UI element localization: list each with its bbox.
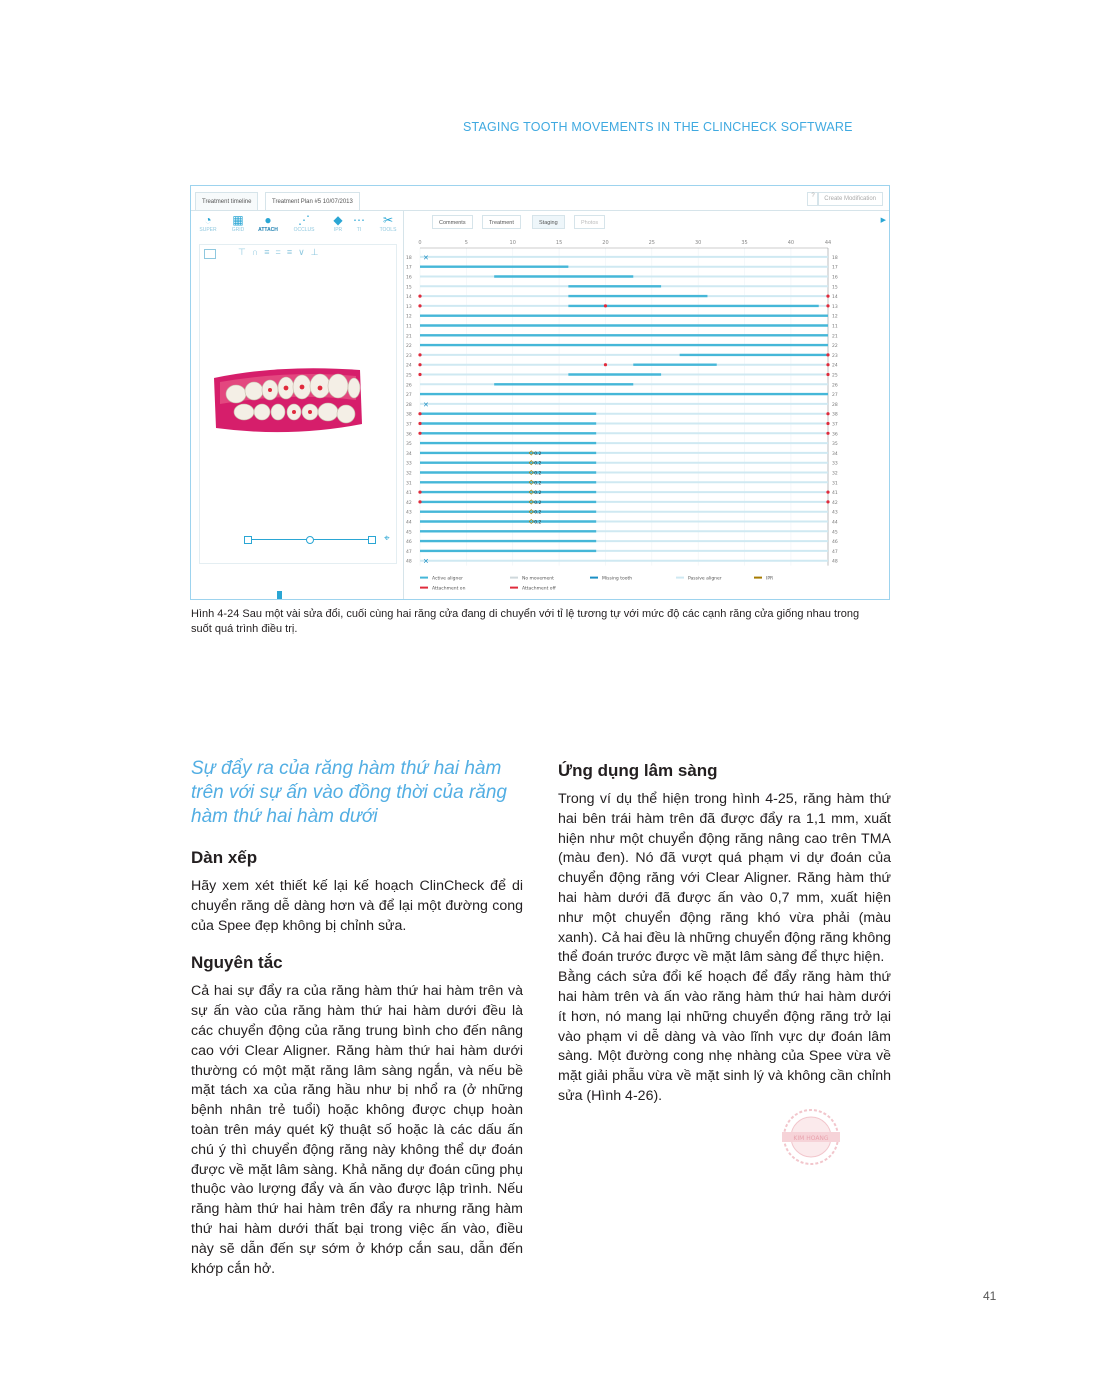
view-orientation-icons[interactable]: ⊤∩≡=≡∨⊥	[238, 247, 325, 257]
tooth-row-label-right: 32	[832, 471, 838, 477]
create-modification-button[interactable]: Create Modification	[817, 192, 883, 206]
paragraph-nguyen-tac: Cả hai sự đẩy ra của răng hàm thứ hai hàm trên và sự ấn vào của răng hàm thứ hai hàm dưới đều là các chuyển động của răng trung bình cho đến nâng cao với Clear Aligner. Răng hàm thứ hai hàm dưới thường có một mặt răng lâm sàng ngắn, và nếu bề mặt tách xa của răng hầu như bị nhổ ra (ở những bệnh nhân trẻ tuổi) hoặc không được chụp hoàn toàn trên máy quét kỹ thuật số hoặc là các dấu ấn chú ý thì chuyển động răng này không thể dự đoán được về mặt lâm sàng. Khả năng dự đoán cũng phụ thuộc vào lượng đẩy và ấn vào được lập trình. Nếu răng hàm thứ hai hàm trên đẩy ra nhưng răng hàm thứ hai hàm dưới thất bại trong việc ấn vào, điều này sẽ dẫn đến sự sớm ở khớp cắn sau, dẫn đến khớp cắn hở.	[191, 983, 523, 1277]
tooth-row-label: 25	[406, 373, 412, 379]
heading-dan-xep: Dàn xếp	[191, 848, 258, 867]
tooth-row-label-right: 14	[832, 295, 838, 301]
attachment-on-marker-end	[826, 304, 829, 307]
missing-tooth-mark: ✕	[423, 253, 429, 262]
slider-start-knob[interactable]	[244, 536, 252, 544]
tooth-row-label-right: 38	[832, 412, 838, 418]
legend-label: IPR	[766, 576, 774, 582]
ipr-value-label: 0.2	[534, 491, 542, 497]
tooth-row-label-right: 12	[832, 314, 838, 320]
attachment-on-marker	[418, 304, 421, 307]
missing-tooth-mark: ✕	[423, 400, 429, 409]
view-toggle-icon[interactable]	[204, 249, 216, 259]
tooth-row-label-right: 16	[832, 275, 838, 281]
tooth-row-label-right: 24	[832, 363, 838, 369]
ipr-tool[interactable]: ◆ IPR	[325, 213, 351, 233]
legend-label: Active aligner	[432, 576, 463, 582]
attachment-mid-marker	[604, 363, 607, 366]
tooth-row-label-right: 23	[832, 353, 838, 359]
paragraph-dan-xep: Hãy xem xét thiết kế lại kế hoạch ClinCheck để di chuyển răng dễ dàng hơn và để lại một đường cong của Spee đẹp không bị chỉnh sửa.	[191, 878, 523, 934]
attachment-on-marker-end	[826, 432, 829, 435]
dental-model-image	[210, 360, 368, 440]
ipr-icon: ◆	[333, 213, 343, 227]
tooth-row-label-right: 42	[832, 500, 838, 506]
attachment-on-marker-end	[826, 491, 829, 494]
tooth-row-label-right: 11	[832, 324, 838, 330]
legend-label: Missing tooth	[602, 576, 633, 582]
tooth-row-label-right: 31	[832, 481, 838, 487]
tooth-row-label-right: 22	[832, 344, 838, 350]
stage-tick-label: 44	[824, 240, 832, 246]
stage-tick-label: 15	[555, 240, 563, 246]
tooth-row-label-right: 25	[832, 373, 838, 379]
figure-caption: Hình 4-24 Sau một vài sửa đổi, cuối cùng hai răng cửa đang di chuyển với tỉ lệ tương tự với mức độ các cạnh răng cửa giống nhau trong suốt quá trình điều trị.	[191, 608, 860, 635]
stage-tick-label: 0	[418, 240, 422, 246]
legend-label: Attachment on	[432, 586, 466, 592]
timeline-marker[interactable]	[277, 591, 282, 599]
clincheck-figure	[190, 185, 890, 600]
tooth-row-label: 38	[406, 412, 412, 418]
expand-icon[interactable]: ▶	[880, 217, 886, 224]
tooth-row-label-right: 34	[832, 451, 838, 457]
attachment-on-marker-end	[826, 295, 829, 298]
stage-tick-label: 20	[602, 240, 609, 246]
heading-nguyen-tac: Nguyên tắc	[191, 953, 283, 973]
attachment-on-marker	[418, 412, 421, 415]
tooth-row-label-right: 47	[832, 549, 838, 555]
occlus-tool[interactable]: ⋰ OCCLUS	[291, 213, 317, 233]
super-icon: ◔	[204, 213, 212, 227]
tooth-row-label: 33	[406, 461, 412, 467]
ipr-value-label: 0.2	[534, 500, 542, 506]
page-number: 41	[983, 1289, 997, 1303]
tooth-row-label: 37	[406, 422, 412, 428]
ipr-value-label: 0.2	[534, 510, 542, 516]
tooth-row-label: 18	[406, 255, 412, 261]
tooth-row-label-right: 26	[832, 383, 838, 389]
missing-tooth-mark: ✕	[423, 557, 429, 566]
tooth-row-label: 35	[406, 442, 412, 448]
legend-label: No movement	[522, 576, 554, 582]
tooth-row-label-right: 18	[832, 255, 838, 261]
attachment-on-marker	[418, 432, 421, 435]
grid-icon: ▦	[232, 213, 244, 227]
tooth-row-label: 42	[406, 500, 412, 506]
attachment-on-marker-end	[826, 500, 829, 503]
stage-tick-label: 5	[464, 240, 468, 246]
stage-tick-label: 40	[787, 240, 795, 246]
slider-end-knob[interactable]	[368, 536, 376, 544]
tooth-row-label: 44	[406, 520, 412, 526]
tab-comments[interactable]: Comments	[432, 215, 473, 229]
tab-treatment-timeline[interactable]: Treatment timeline	[195, 192, 258, 210]
tooth-row-label: 43	[406, 510, 412, 516]
tooth-row-label: 36	[406, 432, 412, 438]
tooth-row-label-right: 13	[832, 304, 838, 310]
tab-staging[interactable]: Staging	[532, 215, 565, 229]
tooth-row-label-right: 21	[832, 334, 838, 340]
tools-icon: ✂	[382, 213, 394, 227]
attachment-on-marker-end	[826, 373, 829, 376]
tooth-row-label-right: 15	[832, 285, 838, 291]
stage-tick-label: 25	[648, 240, 656, 246]
tab-photos[interactable]: Photos	[574, 215, 605, 229]
tooth-row-label: 48	[406, 559, 412, 565]
stage-tick-label: 10	[509, 240, 516, 246]
attachment-on-marker-end	[826, 353, 829, 356]
tooth-row-label: 16	[406, 275, 412, 281]
tooth-row-label: 27	[406, 393, 412, 399]
right-column	[558, 760, 891, 1107]
tooth-row-label: 24	[406, 363, 412, 369]
tooth-row-label: 46	[406, 540, 412, 546]
legend-label: Passive aligner	[688, 576, 722, 582]
tooth-row-label: 28	[406, 402, 412, 408]
attachment-on-marker	[418, 500, 421, 503]
tooth-row-label: 23	[406, 353, 412, 359]
tooth-row-label: 11	[406, 324, 412, 330]
section-title: Sự đẩy ra của răng hàm thứ hai hàm trên với sự ấn vào đồng thời của răng hàm thứ hai hàm dưới	[191, 758, 507, 827]
tools-tool[interactable]: ✂ TOOLS	[375, 213, 401, 233]
attachment-on-marker	[418, 491, 421, 494]
ipr-value-label: 0.2	[534, 481, 542, 487]
tooth-row-label-right: 44	[832, 520, 838, 526]
staging-chart	[404, 234, 890, 600]
figure-tab-bar	[191, 186, 889, 211]
stage-tick-label: 35	[741, 240, 748, 246]
tooth-row-label-right: 45	[832, 530, 838, 536]
paragraph-ung-dung-2: Bằng cách sửa đổi kế hoạch để đẩy răng hàm thứ hai hàm trên và ấn vào răng hàm thứ hai hàm dưới ít hơn, nó mang lại những chuyển động răng trở lại vào phạm vi dễ dàng và vào lĩnh vực dự đoán lâm sàng. Một đường cong nhẹ nhàng của Spee vừa về mặt giải phẫu vừa về mặt sinh lý và không cần chỉnh sửa (Hình 4-26).	[558, 969, 891, 1104]
tooth-row-label: 32	[406, 471, 412, 477]
tooth-icon: ●	[264, 213, 272, 227]
ipr-value-label: 0.2	[534, 451, 542, 457]
attachment-on-marker-end	[826, 363, 829, 366]
heading-ung-dung: Ứng dụng lâm sàng	[558, 761, 718, 780]
attachment-on-marker	[418, 373, 421, 376]
ti-tool[interactable]: ⋯ TI	[346, 213, 372, 233]
tooth-row-label: 12	[406, 314, 412, 320]
paragraph-ung-dung-1: Trong ví dụ thể hiện trong hình 4-25, răng hàm thứ hai bên trái hàm trên đã được đẩy ra 1,1 mm, xuất hiện như một chuyển động răng nâng cao trên TMA (màu đen). Nó đã vượt quá phạm vi dự đoán của chuyển động răng với Clear Aligner. Răng hàm thứ hai hàm dưới đã được ấn vào 0,7 mm, xuất hiện như một chuyển động răng khó vừa phải (màu xanh). Cả hai đều là những chuyển động răng không thể đoán trước được về mặt lâm sàng để thực hiện.	[558, 791, 891, 966]
running-header: STAGING TOOTH MOVEMENTS IN THE CLINCHECK SOFTWARE	[463, 120, 853, 134]
tooth-row-label: 34	[406, 451, 412, 457]
attachment-on-marker-end	[826, 422, 829, 425]
tooth-row-label: 22	[406, 344, 412, 350]
tooth-row-label-right: 33	[832, 461, 838, 467]
tooth-row-label-right: 46	[832, 540, 838, 546]
tooth-row-label: 41	[406, 491, 412, 497]
attachment-on-marker-end	[826, 412, 829, 415]
tooth-row-label-right: 27	[832, 393, 838, 399]
attachment-on-marker	[418, 353, 421, 356]
tooth-row-label-right: 17	[832, 265, 838, 271]
model-view-panel	[191, 210, 404, 600]
tooth-row-label: 13	[406, 304, 412, 310]
legend-label: Attachment off	[522, 586, 556, 592]
tooth-row-label: 17	[406, 265, 412, 271]
tooth-row-label-right: 37	[832, 422, 838, 428]
tooth-row-label-right: 28	[832, 402, 838, 408]
attachment-on-marker	[418, 422, 421, 425]
occlusion-icon: ⋰	[298, 213, 310, 227]
tooth-row-label: 26	[406, 383, 412, 389]
help-button[interactable]: ?	[807, 192, 819, 206]
ti-icon: ⋯	[353, 213, 365, 227]
left-column	[191, 757, 523, 1279]
tooth-row-label-right: 43	[832, 510, 838, 516]
attachment-on-marker	[418, 295, 421, 298]
tooth-row-label: 15	[406, 285, 412, 291]
attach-tool[interactable]: ● ATTACH	[255, 213, 281, 233]
super-tool[interactable]: ◔ SUPER	[195, 213, 221, 233]
ipr-value-label: 0.2	[534, 461, 542, 467]
tab-treatment[interactable]: Treatment	[482, 215, 521, 229]
tooth-row-label-right: 41	[832, 491, 838, 497]
staging-panel	[404, 210, 890, 600]
ipr-value-label: 0.2	[534, 520, 542, 526]
grid-tool[interactable]: ▦ GRID	[225, 213, 251, 233]
tab-treatment-plan[interactable]: Treatment Plan #5 10/07/2013	[265, 192, 360, 210]
stage-tick-label: 30	[694, 240, 702, 246]
tooth-row-label: 21	[406, 334, 412, 340]
tooth-row-label-right: 35	[832, 442, 838, 448]
slider-mid-knob[interactable]	[306, 536, 314, 544]
tooth-row-label: 45	[406, 530, 412, 536]
3d-model-viewport[interactable]	[199, 244, 397, 564]
target-icon[interactable]: ⌖	[384, 533, 390, 544]
tooth-row-label: 31	[406, 481, 412, 487]
svg-text:KIM HOANG: KIM HOANG	[793, 1135, 829, 1142]
ipr-value-label: 0.2	[534, 471, 542, 477]
attachment-mid-marker	[604, 304, 607, 307]
tooth-row-label: 47	[406, 549, 412, 555]
tooth-row-label-right: 48	[832, 559, 838, 565]
watermark-stamp	[774, 1106, 848, 1168]
attachment-on-marker	[418, 363, 421, 366]
tooth-row-label-right: 36	[832, 432, 838, 438]
tooth-row-label: 14	[406, 295, 412, 301]
